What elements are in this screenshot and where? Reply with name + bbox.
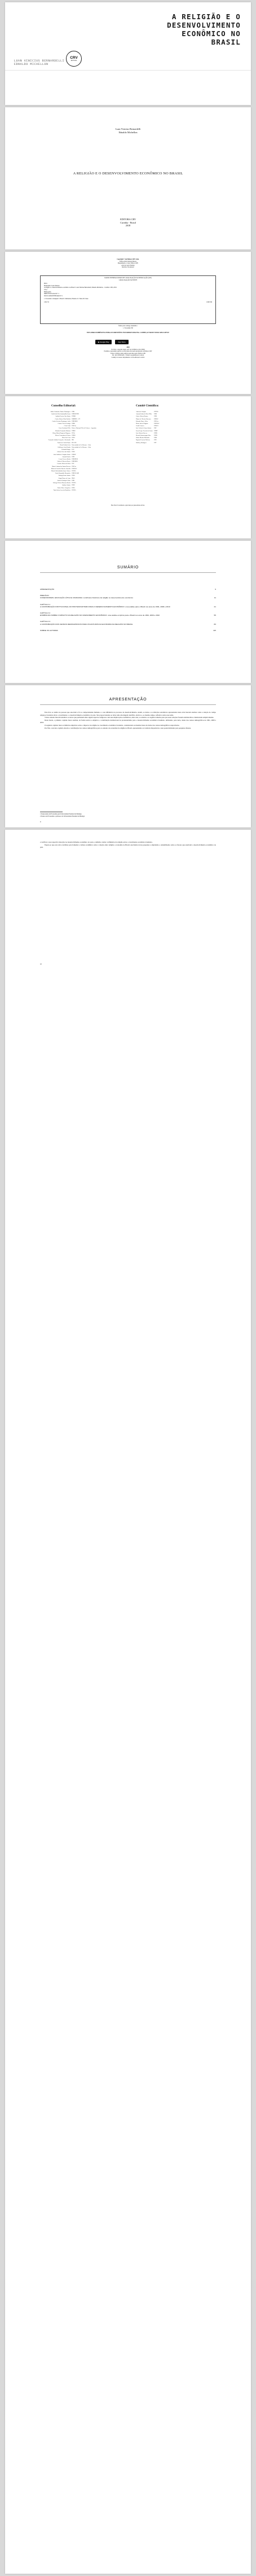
member-institution: UMINHO – PT: [72, 418, 81, 420]
store-badges: [95, 340, 129, 344]
toc-entry-title: APRESENTAÇÃO: [40, 588, 55, 590]
publisher-city: Curitiba - Brasil: [120, 221, 136, 224]
member-name: Simone Rodrigues Pinto: [57, 479, 70, 481]
member-name: Elizeu Clementino de Souza: [55, 435, 70, 437]
author-name: Ednaldo Michellon: [118, 130, 138, 134]
continuation-text: [40, 841, 216, 849]
catalog-entry: A religião e o desenvolvimento econômico no Brasil / Luan Vinicius Bernardelli, Ednaldo Michellon – Curitiba: CRV, 2018.: [44, 287, 117, 289]
publication-year: 2018: [125, 224, 131, 227]
toc-rule: [40, 572, 216, 573]
scientific-committee-heading: Comitê Científico:: [136, 404, 159, 408]
cover-authors: [14, 60, 64, 67]
board-member: [40, 489, 94, 492]
toc-entry[interactable]: [40, 612, 216, 616]
member-institution: UNIEURO: [72, 461, 78, 463]
member-institution: UNIR/UFRN: [72, 413, 79, 415]
legal-year: 2018: [126, 347, 130, 348]
cover-author: LUAN VINICIUS BERNARDELLI: [14, 60, 65, 63]
editorial-board-heading: Conselho Editorial:: [51, 404, 76, 408]
member-institution: UTFPR: [154, 411, 158, 413]
member-institution: UEPG: [72, 484, 76, 487]
member-institution: Universidade de La Havana – Cuba: [72, 444, 91, 446]
footnote: 1 Doutorando em Economia pela Universidade Estadual de Maringá.: [40, 813, 82, 815]
toc-entry-title: CAPÍTULO 3 A CONTRIBUIÇÃO DOS CENSOS DEMOGRÁFICOS PARA OS ESTUDOS DA ECONOMIA DA RELIGIÃO NO BRASIL: [40, 620, 133, 625]
member-institution: UNISINOS: [72, 458, 78, 461]
member-institution: IPB: [72, 439, 74, 441]
credit-line: Arte de Capa: Pixabay: [121, 264, 135, 266]
presentation-text: [40, 711, 216, 729]
logo-subtext: EDITORA: [70, 60, 77, 62]
digital-notice: ESTA OBRA TAMBÉM ENCONTRA-SE DISPONÍVEL EM FORMATO DIGITAL. CONHEÇA E BAIXE NOSSO APLICATIVO!: [86, 332, 170, 334]
member-name: Maria de Lourdes Pinto de Almeida: [51, 467, 70, 470]
member-name: Lucas Lopes Ferreira de Souza: [136, 430, 153, 432]
member-institution: USP: [154, 427, 157, 430]
member-institution: UFSCar: [154, 420, 158, 422]
toc-entry[interactable]: [40, 620, 216, 625]
toc-entry-page: 11: [214, 597, 216, 599]
toc-entry[interactable]: [40, 603, 216, 608]
member-name: Carlos Alberto Ramos: [136, 415, 148, 418]
member-name: Elione Maria Nogueira Diogenes: [52, 432, 70, 434]
member-name: Luis Alberto Esteves: [136, 432, 147, 434]
member-institution: UFV: [72, 463, 74, 465]
member-institution: UFU: [154, 439, 157, 441]
member-name: Rodrigo Pratte-Santos: [58, 475, 70, 477]
logo-text: CRV: [70, 56, 78, 60]
member-name: Cesar Gerónimo Tello: [58, 427, 70, 430]
boards-page: [5, 396, 251, 538]
catalog-entry: Bibliografia: [44, 291, 51, 293]
member-institution: UFES: [72, 475, 75, 477]
rights-notice: Proibida a reprodução parcial ou total desta obra sem autorização da Editora CRV: [104, 351, 152, 353]
member-name: Élsio José Corá: [62, 437, 70, 439]
member-institution: UFSCar: [72, 465, 76, 467]
member-name: Eduardo Pinto e Silva: [136, 420, 148, 422]
catalog-card: [40, 275, 216, 324]
member-name: Maria Lília Imbiriba Sousa Colares: [51, 470, 70, 472]
toc-entry[interactable]: [40, 588, 216, 590]
member-name: Antonio Isidro da Silva Filho: [136, 413, 152, 415]
credit-line: Diagramação e Capa: Editora CRV: [117, 262, 139, 265]
member-name: Andréia da Silva Quintanilha Sousa: [51, 413, 70, 415]
rights-holder: Todos os direitos desta edição reservados pela: Editora CRV: [110, 352, 146, 354]
member-name: Tadeu Oliver Gonçalves: [57, 487, 70, 489]
catalog-doi: DOI 10.24824/978854442217.1: [44, 295, 63, 297]
toc-entry-page: 9: [215, 588, 216, 590]
member-name: Eduardo Fernandes Barbosa: [55, 430, 70, 432]
toc-page: [5, 541, 251, 683]
member-name: Paulo Romualdo Hernandes: [55, 472, 70, 475]
toc-entry-page: 115: [213, 629, 216, 632]
toc-entry-page: 55: [214, 614, 216, 617]
member-institution: IFRO: [72, 477, 75, 479]
member-institution: UFOPA: [72, 482, 76, 484]
member-institution: UNEB: [72, 435, 76, 437]
cover-author: EDNALDO MICHELLON: [14, 63, 48, 67]
member-institution: Univer. Nacional Três de Febrero – Argentina: [72, 427, 96, 430]
catalog-cdu: CDU 33: [44, 301, 49, 303]
badge-label: App Store: [118, 341, 126, 343]
catalog-cdd: CDD 330: [206, 301, 212, 303]
member-institution: UNB: [154, 437, 157, 439]
presentation-title: APRESENTAÇÃO: [109, 698, 147, 702]
catalog-subjects: 1. Economia 2. Religião 3. Brasil I. Michellon, Ednaldo. II. Título III. Série: [44, 298, 89, 300]
member-institution: UFRRJ: [72, 415, 76, 418]
publisher-logo-icon: [66, 51, 82, 67]
paragraph: e verificar a sua respectiva inserção no desenvolvimento econômico do país e, também, avaliar a influência da religião sobre o crescimento econômico brasileiro.: [40, 841, 153, 843]
member-name: Sérgio Nunes de Jesus: [58, 477, 70, 479]
member-institution: UNIEURO: [72, 420, 78, 422]
legal-deposit: Foi feito o depósito legal conf. Lei 10.994 de 14/12/2004: [111, 348, 145, 351]
copyright-credits: [40, 259, 216, 269]
presentation-rule: [40, 704, 216, 705]
catalog-entries: [41, 281, 215, 303]
toc-title: SUMÁRIO: [117, 566, 139, 569]
review-note: Este livro foi avaliado e aprovado por pareceristas ad hoc.: [111, 505, 145, 506]
member-institution: UCP: [72, 449, 74, 451]
paragraph: O segundo capítulo busca evidências empíricas sobre o impacto da religião no crescimento econômico brasileiro, considerando as mesmas bases de dados dos censos demográficos supracitados.: [45, 724, 180, 726]
toc-entry-title: SOBRE OS AUTORES: [40, 629, 58, 632]
publisher-name: EDITORA CRV: [120, 218, 136, 221]
member-institution: UNB: [154, 415, 157, 418]
paragraph: Vários estudos buscam atualizar os nexos que permeiam entre alguns aspectos religiosos com suas implicações econômicas, entre eles, os estudos e as regiões tomadas para que essas relações fossem estabelecidas e mensuradas empiricamente.: [45, 716, 214, 719]
member-name: Leonel Severo Rocha: [59, 458, 70, 461]
member-institution: UFSCar: [72, 425, 76, 427]
cover-title-line: A RELIGIÃO E O: [171, 12, 241, 21]
member-name: Waldecy Rodrigues: [136, 441, 147, 444]
footnote: 2 Doutor em Economia e professor da Universidade Estadual de Maringá.: [40, 815, 85, 817]
member-institution: UNOESC: [72, 467, 77, 470]
paragraph: Espera-se que esta obra contribua para fomentar o debate acadêmico sobre a relação entre religião e economia no Brasil, suscitando novas pesquisas e ampliando o entendimento sobre os fatores que explicam o desenvolvimento econômico do país.: [40, 843, 216, 849]
member-name: Fernando Antônio Gonçalves Alcoforado: [48, 439, 70, 441]
member-name: Aldira Guimarães Duarte Domínguez: [50, 411, 70, 413]
play-icon: ▶: [98, 341, 100, 343]
member-name: Walter Mendes Machado: [136, 437, 149, 439]
catalog-code: B519: [44, 283, 47, 285]
member-name: Rogério Ferreira Falleiros: [136, 439, 150, 441]
app-store-badge[interactable]: [115, 340, 128, 344]
member-institution: UFFS: [72, 437, 75, 439]
cover-title: [156, 12, 241, 46]
member-name: Gloria Fariñas León: [59, 444, 70, 446]
catalog-index-title: Índice para catálogo sistemático: [118, 325, 138, 327]
member-name: Francisco Carlos Duarte: [57, 441, 70, 444]
credit-line: Editor-chefe: Railson Moura: [120, 260, 136, 262]
copyright-page: [5, 252, 251, 394]
member-name: Eliane Salete Filippim: [136, 423, 148, 425]
page-number: 10: [40, 963, 42, 965]
member-name: Celso Conti: [64, 425, 70, 427]
member-institution: PUC-PR: [72, 441, 77, 444]
footnotes: [40, 812, 216, 817]
member-institution: UNB: [72, 479, 75, 481]
board-member: [136, 442, 176, 444]
member-name: Tania Suely Azevedo Brasileiro: [53, 489, 70, 491]
member-name: Maria Cristina dos Santos Bezerra: [52, 465, 70, 467]
member-institution: UNESP: [72, 453, 76, 455]
member-name: Carlos Federico Dominguez Avila: [52, 420, 70, 422]
catalog-index: [40, 325, 216, 329]
member-institution: UFAL: [72, 432, 76, 434]
legal-block: [40, 347, 216, 359]
publisher-block: [5, 218, 251, 227]
member-name: Guillermo Arias Beatón: [58, 446, 70, 449]
title-page: [5, 107, 251, 249]
catalog-heading: DADOS INTERNACIONAIS DE CATALOGAÇÃO NA PUBLICAÇÃO (CIP): [104, 277, 152, 279]
toc-entry-page: 83: [214, 623, 216, 625]
credit-line: Revisão: Os Autores: [122, 266, 134, 269]
member-name: João Adalberto Campato Junior: [53, 453, 70, 455]
member-institution: UFMT: [154, 430, 158, 432]
member-name: Dimas de Oliveira Estevam: [136, 418, 151, 420]
catalog-entry: Bernardelli, Luan Vinicius: [44, 284, 60, 287]
paragraph: Deste modo, o primeiro capítulo busca analisar, de forma teórica e empírica, a contribuição institucional do protestantismo para o desenvolvimento econômico brasileiro, utilizando, para tanto, dados dos censos demográficos de 1991, 2000 e 2010.: [40, 719, 216, 724]
catalog-index-entry: 1. Economia 330: [123, 327, 133, 329]
member-institution: UNIR: [72, 423, 75, 425]
member-institution: UFMG: [72, 430, 76, 432]
member-institution: UFPA: [72, 487, 75, 489]
member-institution: UNOESC: [154, 423, 160, 425]
catalog-entry: 116 p.: [44, 288, 48, 291]
badge-label: Google Play: [100, 341, 109, 343]
toc-entry-title: CAPÍTULO 2 EVIDÊNCIAS SOBRE O IMPACTO DA RELIGIÃO NO CRESCIMENTO ECONÔMICO: uma análise empírica para o Brasil nos anos de 1991, 2000 e 2010: [40, 612, 160, 617]
member-name: Gentil Corazza: [136, 425, 144, 427]
member-name: Ricardo Strazzacappa Silva: [136, 435, 151, 437]
member-institution: UFOPA: [72, 489, 76, 491]
member-institution: UFOPA: [72, 470, 76, 472]
member-institution: UFRJ: [72, 451, 75, 453]
member-institution: UFRGS: [154, 425, 158, 427]
member-name: Sydione Santos: [62, 484, 70, 487]
toc-list: [40, 588, 216, 636]
continuation-page: [5, 830, 251, 2574]
toc-entry[interactable]: [40, 629, 216, 632]
toc-entry-title: CAPÍTULO 1 A CONTRIBUIÇÃO INSTITUCIONAL DO PROTESTANTISMO PARA O DESENVOLVIMENTO ECONÔMICO: uma análise para o Brasil nos anos de 1991, 2000 e 2010: [40, 603, 170, 608]
member-name: Solange Helena Ximenes-Rocha: [52, 482, 70, 484]
catalog-subheading: CATALOGAÇÃO NA FONTE: [118, 279, 138, 281]
member-name: Helmuth Krüger: [61, 449, 70, 451]
cover-title-line: ECONÔMICO NO: [182, 29, 241, 38]
member-name: Jailson Alves dos Santos: [57, 451, 70, 453]
toc-entry[interactable]: [40, 594, 216, 599]
member-name: Lídia de Oliveira Xavier: [57, 461, 70, 463]
member-institution: UNB: [154, 413, 157, 415]
paragraph: Este livro se dedica às pessoas que associam a fé ao comportamento humano e a sua influência no processo de desenvolvimento. Assim, os dados e as aferições estatísticas apresentados nesta obra buscam analisar como a relação do campo religioso brasileiro afeta o crescimento e o desenvolvimento econômico do país. São proporcionadas ao leitor uma abordagem científica, técnica e, ao mesmo tempo, reflexiva sobre esse tema.: [40, 711, 216, 716]
website-info: Conheça os nossos lançamentos: www.editoracrv.com.br: [111, 356, 145, 358]
paragraph: Por fim, o terceiro capítulo aborda a contribuição dos censos demográficos para os estudos da economia da religião no Brasil, apresentando as variáveis disponíveis e suas potencialidades para pesquisas futuras.: [45, 726, 191, 729]
cover-title-line: DESENVOLVIMENTO: [167, 21, 241, 29]
page-number: 9: [40, 821, 41, 823]
presentation-page: [5, 685, 251, 827]
member-name: Anderson Catapan: [136, 411, 146, 413]
member-institution: UFPR: [154, 435, 157, 437]
member-institution: Universidade de La Havana – Cuba: [72, 446, 91, 449]
author-name: Luan Vinicius Bernardelli: [115, 128, 141, 130]
scientific-committee-list: [136, 411, 176, 444]
member-name: Carlos Alberto Vilar Estêvão: [55, 418, 70, 420]
member-institution: UNESC: [154, 418, 158, 420]
contact-info: Tel.: (41) 3039-6418 – E-mail: sac@editoracrv.com.br: [112, 354, 144, 357]
cover-title-line: BRASIL: [211, 38, 241, 46]
copyright-line: Copyright © da Editora CRV Ltda.: [117, 259, 139, 260]
member-name: Josania Portela: [62, 455, 70, 458]
member-institution: UFPI: [72, 455, 75, 458]
member-name: Antônio Pereira Gaio Júnior: [55, 415, 70, 418]
member-institution: UFPR: [154, 432, 157, 434]
member-institution: UNB: [72, 411, 75, 413]
member-name: Carmen Tereza Velanga: [58, 423, 70, 425]
google-play-badge[interactable]: [95, 340, 112, 344]
member-name: Lourdes Helena da Silva: [57, 463, 70, 465]
toc-entry-page: 21: [214, 605, 216, 608]
member-name: José Carlos de Souza Santos: [136, 427, 152, 430]
cover-divider: [5, 70, 251, 71]
book-title: A RELIGIÃO E O DESENVOLVIMENTO ECONÔMICO NO BRASIL: [73, 172, 183, 176]
catalog-isbn: ISBN 978-85-444-2217-1: [44, 293, 59, 295]
member-institution: UNIFAL-MG: [72, 472, 80, 475]
book-cover: [5, 2, 251, 105]
toc-entry-title: PREFÁCIO CONEXIONISMO, EDUCAÇÃO, ÉTICA E CIDADANIA: contributos históricos da religião no desenvolvimento econômico: [40, 594, 134, 599]
title-page-authors: [5, 128, 251, 134]
editorial-board-list: [40, 411, 94, 492]
member-institution: UFT: [154, 441, 157, 444]
